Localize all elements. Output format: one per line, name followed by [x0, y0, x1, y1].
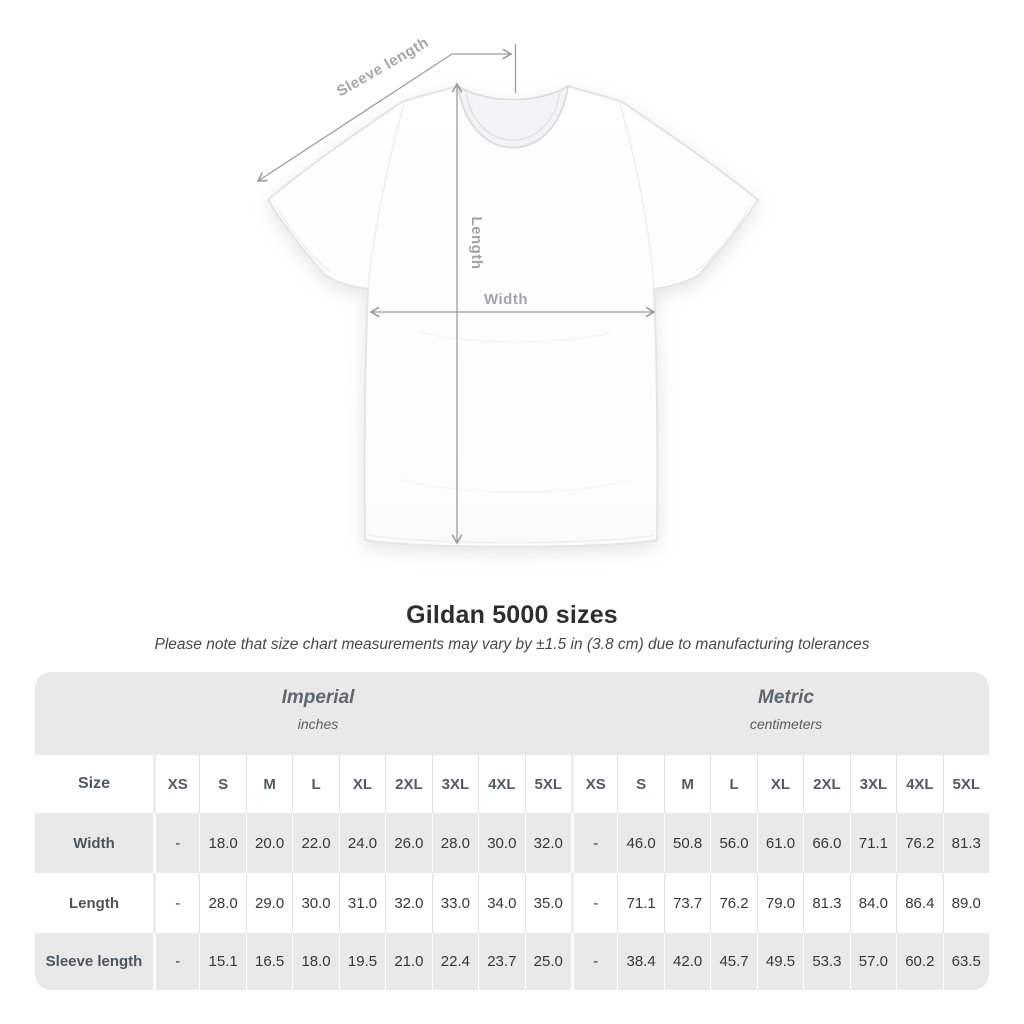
table-cell: - — [153, 933, 199, 990]
imperial-label: Imperial — [281, 687, 355, 708]
table-cell: 26.0 — [385, 813, 431, 873]
table-cell: - — [153, 873, 199, 933]
table-cell: 42.0 — [664, 933, 710, 990]
table-cell: 50.8 — [664, 813, 710, 873]
size-col-header: XL — [757, 755, 803, 813]
table-cell: 57.0 — [850, 933, 896, 990]
table-cell: 25.0 — [525, 933, 571, 990]
row-label: Sleeve length — [45, 953, 143, 970]
table-cell: 63.5 — [943, 933, 989, 990]
size-col-header: M — [664, 755, 710, 813]
table-cell: 23.7 — [478, 933, 524, 990]
size-col-header: 4XL — [896, 755, 942, 813]
table-cell: 35.0 — [525, 873, 571, 933]
table-cell: - — [571, 813, 617, 873]
size-col-header: L — [292, 755, 338, 813]
table-cell: - — [571, 873, 617, 933]
table-cell: 19.5 — [339, 933, 385, 990]
table-row-width — [35, 813, 989, 873]
unit-group-band — [35, 672, 989, 755]
tshirt-shape — [268, 86, 758, 547]
table-cell: 84.0 — [850, 873, 896, 933]
page-title: Gildan 5000 sizes — [406, 601, 618, 629]
row-label: Width — [73, 834, 115, 852]
size-col-header: 2XL — [385, 755, 431, 813]
table-cell: 30.0 — [478, 813, 524, 873]
imperial-unit-label: inches — [297, 716, 339, 732]
table-row-sleeve-length — [35, 933, 989, 990]
table-cell: 18.0 — [199, 813, 245, 873]
table-row-length — [35, 873, 989, 933]
table-cell: 21.0 — [385, 933, 431, 990]
length-label: Length — [468, 216, 485, 270]
size-col-header: 3XL — [432, 755, 478, 813]
table-cell: 22.0 — [292, 813, 338, 873]
size-chart-table — [35, 672, 989, 990]
metric-label: Metric — [758, 687, 814, 708]
table-cell: 60.2 — [896, 933, 942, 990]
size-col-header: 5XL — [525, 755, 571, 813]
size-col-header: 5XL — [943, 755, 989, 813]
table-cell: 46.0 — [617, 813, 663, 873]
sleeve-length-label: Sleeve length — [333, 33, 432, 101]
table-cell: 18.0 — [292, 933, 338, 990]
width-label: Width — [483, 291, 529, 308]
table-cell: 31.0 — [339, 873, 385, 933]
metric-group-header — [750, 687, 822, 732]
size-col-header: M — [246, 755, 292, 813]
table-cell: - — [571, 933, 617, 990]
table-cell: 66.0 — [803, 813, 849, 873]
table-cell: 29.0 — [246, 873, 292, 933]
table-cell: 33.0 — [432, 873, 478, 933]
size-col-header: 3XL — [850, 755, 896, 813]
size-col-header: S — [617, 755, 663, 813]
table-cell: - — [153, 813, 199, 873]
table-cell: 34.0 — [478, 873, 524, 933]
table-cell: 79.0 — [757, 873, 803, 933]
table-cell: 16.5 — [246, 933, 292, 990]
table-cell: 76.2 — [896, 813, 942, 873]
table-cell: 81.3 — [943, 813, 989, 873]
size-col-header: S — [199, 755, 245, 813]
table-cell: 32.0 — [525, 813, 571, 873]
table-cell: 30.0 — [292, 873, 338, 933]
table-cell: 20.0 — [246, 813, 292, 873]
table-cell: 28.0 — [432, 813, 478, 873]
table-cell: 89.0 — [943, 873, 989, 933]
table-cell: 86.4 — [896, 873, 942, 933]
row-label: Length — [69, 894, 119, 912]
size-col-header: XS — [153, 755, 199, 813]
table-cell: 71.1 — [617, 873, 663, 933]
table-cell: 76.2 — [710, 873, 756, 933]
table-cell: 73.7 — [664, 873, 710, 933]
tolerance-note: Please note that size chart measurements may vary by ±1.5 in (3.8 cm) due to manufacturing tolerances — [154, 636, 870, 653]
table-cell: 22.4 — [432, 933, 478, 990]
table-cell: 53.3 — [803, 933, 849, 990]
table-header-row — [35, 755, 989, 813]
imperial-group-header — [282, 687, 355, 732]
table-cell: 45.7 — [710, 933, 756, 990]
size-col-header: XS — [571, 755, 617, 813]
size-col-header: 2XL — [803, 755, 849, 813]
size-col-header: XL — [339, 755, 385, 813]
metric-unit-label: centimeters — [749, 716, 823, 732]
table-cell: 32.0 — [385, 873, 431, 933]
table-cell: 71.1 — [850, 813, 896, 873]
size-col-header: L — [710, 755, 756, 813]
table-cell: 24.0 — [339, 813, 385, 873]
table-cell: 61.0 — [757, 813, 803, 873]
size-col-header: 4XL — [478, 755, 524, 813]
table-cell: 28.0 — [199, 873, 245, 933]
size-column-header: Size — [77, 775, 110, 792]
table-cell: 38.4 — [617, 933, 663, 990]
table-cell: 56.0 — [710, 813, 756, 873]
table-cell: 81.3 — [803, 873, 849, 933]
table-cell: 15.1 — [199, 933, 245, 990]
table-cell: 49.5 — [757, 933, 803, 990]
